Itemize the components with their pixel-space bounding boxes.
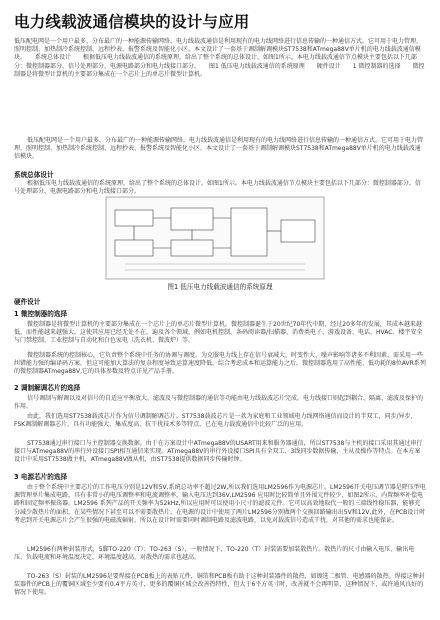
section-text-system: 根据低压电力线载波通信的系统原理，给出了整个系统的总体设计，如图1所示。本电力线载波通信节点模块主要包括以下几部分：微控制器部分、信号处理部分、电源电路部分和电力线接口部分。 bbox=[14, 180, 421, 196]
diagram-box-filter bbox=[171, 240, 213, 256]
diagram-box-modem bbox=[171, 208, 213, 230]
modem-paragraph-2: 由此，我们选用ST7538载波芯片作为信号调制解调芯片。ST7538载波芯片是一款为家庭和工业领域电力线网络通信而设计的半双工，同步/异步，FSK调制解调器芯片，具有功能强大、集成度高、抗干扰技术多等特点，已在电力载波通信中比较广泛的应用。 bbox=[14, 413, 417, 429]
diagram-box-powerline bbox=[281, 220, 315, 242]
section-heading-system: 系统总体设计 bbox=[14, 171, 54, 179]
figure-caption: 图1 低压电力线载波通信的系统原理 bbox=[167, 283, 273, 291]
diagram-box-mcu bbox=[115, 210, 153, 226]
system-block-diagram bbox=[105, 196, 325, 280]
subsection-heading-mcu: 1 微控制器的选择 bbox=[14, 310, 68, 318]
modem-paragraph-1: 信号调制与解调以及对信号的自适应平衡放大、滤波及与微控制器的通信等功能由电力线载波芯片完成。电力线接口则起到耦合、隔离、滤波及保护的作用。 bbox=[14, 395, 424, 411]
subsection-heading-power: 3 电源芯片的选择 bbox=[14, 473, 68, 481]
diagram-box-coupling bbox=[231, 208, 267, 256]
mcu-paragraph-1: 微控制器是将微型计算机的主要部分集成在一个芯片上的单芯片微型计算机。微控制器诞生于20世纪70年代中期，经过20多年的发展，其成本越来越低，而性能越来越强大，这使其应用已经无处不在，遍及各个领域。例如电机控制、条码阅读器/扫描器、消费类电子、游戏设备、电话、HVAC、楼宇安全与门禁控制、工业控制与自动化和白色家电（洗衣机、微波炉）等。 bbox=[14, 321, 423, 345]
mcu-paragraph-2: 微控制器系统的控制核心，它负责整个系统中任务的协调与调度。为克服电力线上存在信号衰减大、时变性大、噪声影响等诸多不利因素，需采用一些纠错能力强的编译码方案，但这可能加大算法的复杂程度导致运算速度降低。综合考虑成本和运算能力之后，微控制器选用了高性能、低功耗的8位AVR系列的微控制器ATmega88V,它的具体参数及特点详见产品手册。 bbox=[14, 352, 426, 376]
power-paragraph-2: LM2596有两种封装形式，5脚TO-220（T）；TO-263（S），一般情况下，TO-220（T）封装需要加装散热片。散热片的尺寸由输入电压、输出电压、负载电流和环境温度决定，环境温度越高，对散热的需求也越高。 bbox=[14, 546, 415, 562]
hardware-heading: 硬件设计 bbox=[14, 298, 41, 306]
power-paragraph-1: 由于整个系统中主要芯片的工作电压分别是12V和5V,系统总功率不超过2W,所以我们选用LM2596作为电源芯片。LM2596开关电压调节器是降压型电源管理单片集成电路，具有非常小的电压调整率和电流调整率，输入电压达到36V,LM2596 应用时比较简单且外围元件较少，如图2所示，内置频率补偿电路和固定频率振荡器。LM2596 系列产品的开关频率为52kHz,所以应用时可以使用小尺寸的滤波元件。它可以高效地取代一般的三端线性稳压器，能够充分减少散热片的面积，在某些情况下甚至可以不需要散热片。在电源的设计中使用了两片LM2596分别做两个交换回路输出出5V和12V,此外，在PCB设计时考虑到开关电源芯片会产生很强的电磁波辐射，所以在设计时需要同时调制电路及滤波电路，以免对载波信号造成干扰，对其他的需求也能保证。 bbox=[14, 484, 426, 524]
intro-paragraph: 低压配电网是一个用户最多，分布最广的一种能源传输网络，电力线载波通信是利用现有的电力线网络进行信息传输的一种通信方式。它可用于电力管理、照明控制、加热制冷系统控制、远程抄表、报警系统及智能化小区。本文设计了一套基于调制解调模块ST7538和ATmega88V单片机的电力线载波通信模块。 bbox=[14, 137, 424, 161]
power-paragraph-3: TO-263（S）封装的LM2596是要焊接在PCB板上的表贴元件，铜箔和PCB板有助于这种封装器件的散热，如镀选二极管、电感器的散热。焊接这种封装器件的PCB上的覆铜区域至少要有0.4平方英寸，更多的覆铜区域会改善热特性，但大于6平方英寸时，改善就不会再明显，这种情况下，或许通风良好的情况下使用。 bbox=[14, 573, 425, 597]
subsection-heading-modem: 2 调制解调芯片的选择 bbox=[14, 384, 81, 392]
modem-paragraph-3: ST7538通过串行接口与主控制器交换数据。由于在方案设计中ATmega88V的USART用来和服务器通信，所以ST7538与主机的接口采用其通过串行接口与ATmega88V的串行外设接口SPI相互通信来实现。ATmega88V的串行外设接口SPI具有全双工、3线同步数据传输、主从及操作等特点。在本方案设计中采用ST7538做主机，ATmega88V做从机，由ST7538提供数据同步传输时钟。 bbox=[14, 440, 423, 464]
abstract-paragraph: 低压配电网是一个用户最多，分布最广的一种能源传输网络，电力线载波通信是利用现有的电力线网络进行信息传输的一种通信方式。它可用于电力管理、照明控制、加热制冷系统控制、远程抄表、报警系统及智能化小区。本文设计了一套基于调制解调模块ST7538和ATmega88V单片机的电力线载波通信模块。 系统总体设计 根据低压电力线载波通信的系统原理，给出了整个系统的总体设计，如图1所示。本电力线载波通信节点模块主要包括以下几部分：微控制器部分、信号处理部分、电源电路部分和电力线接口部分。 图1 低压电力线载波通信的系统原理 硬件设计 1 微控制器的选择 微控制器是将微型计算机的主要部分集成在一个芯片上的单芯片微型计算机。 bbox=[14, 38, 425, 78]
article-title: 电力线载波通信模块的设计与应用 bbox=[14, 13, 250, 31]
diagram-box-power bbox=[115, 240, 153, 256]
